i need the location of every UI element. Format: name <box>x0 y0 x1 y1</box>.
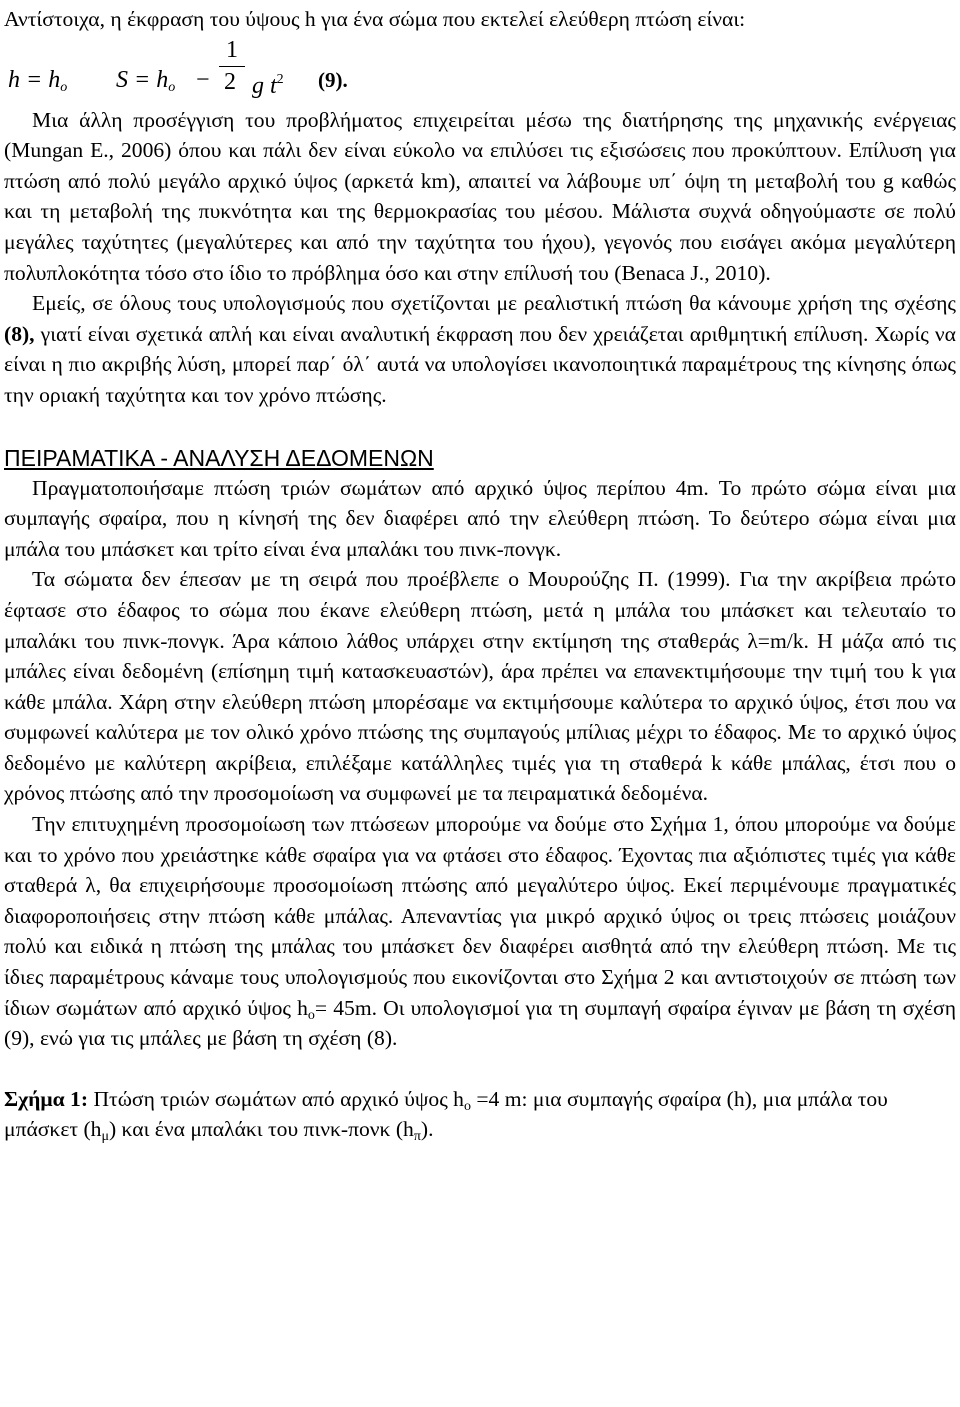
spacer <box>4 1054 956 1084</box>
section-heading: ΠΕΙΡΑΜΑΤΙΚΑ - ΑΝΑΛΥΣΗ ΔΕΔΟΜΕΝΩΝ <box>4 444 434 471</box>
equation-mid: $S = h_o$ <box>116 66 176 95</box>
paragraph-5: Την επιτυχημένη προσομοίωση των πτώσεων μπορούμε να δούμε στο Σχήμα 1, όπου μπορούμε να δούμε και το χρόνο που χρειάστηκε κάθε σφαίρα για να φτάσει στο έδαφος. Έχοντας πια αξιόπιστες τιμές για κάθε σταθερά λ, θα επιχειρήσουμε προσομοίωση πτώσης από μεγαλύτερο ύψος. Εκεί περιμένουμε πραγματικές διαφοροποιήσεις στην πτώση κάθε μπάλας. Απεναντίας για μικρό αρχικό ύψος οι τρεις πτώσεις μοιάζουν πολύ και ειδικά η πτώση της μπάλας του μπάσκετ δεν διαφέρει αισθητά από την ελεύθερη πτώση. Με τις ίδιες παραμέτρους κάναμε τους υπολογισμούς που εικονίζονται στο Σχήμα 2 και αντιστοιχούν σε πτώση των ίδιων σωμάτων από αρχικό ύψος $h_o= 45m$. Οι υπολογισμοί για τη συμπαγή σφαίρα έγιναν με βάση τη σχέση (9), ενώ για τις μπάλες με βάση τη σχέση (8). <box>4 812 956 1051</box>
equation-gt: g $t^2$ <box>252 71 284 99</box>
intro-text: Αντίστοιχα, η έκφραση του ύψους h για ένα σώμα που εκτελεί ελεύθερη πτώση είναι: <box>4 7 746 31</box>
equation-lhs: $h = h_o$ <box>8 66 68 95</box>
equation-denominator: 2 <box>224 68 236 95</box>
paragraph-2: Εμείς, σε όλους τους υπολογισμούς που σχετίζονται με ρεαλιστική πτώση θα κάνουμε χρήση της σχέσης (8), γιατί είναι σχετικά απλή και είναι αναλυτική έκφραση που δεν χρειάζεται αριθμητική επίλυση. Χωρίς να είναι η πιο ακριβής λύση, μπορεί παρ΄ όλ΄ αυτά να υπολογίσει ικανοποιητικά παραμέτρους της κίνησης όπως την οριακή ταχύτητα και τον χρόνο πτώσης. <box>4 291 956 407</box>
paragraph-1: Μια άλλη προσέγγιση του προβλήματος επιχειρείται μέσω της διατήρησης της μηχανικής ενέργειας (Mungan E., 2006) όπου και πάλι δεν είναι εύκολο να επιλύσει τις εξισώσεις που προκύπτουν. Επίλυση για πτώση από πολύ μεγάλο αρχικό ύψος (αρκετά km), απαιτεί να λάβουμε υπ΄ όψη τη μεταβολή του g καθώς και τη μεταβολή της πυκνότητα και της θερμοκρασίας του μέσου. Μάλιστα συχνά οδηγούμαστε σε πολύ μεγάλες ταχύτητες (μεγαλύτερες και από την ταχύτητα του ήχου), γεγονός που εισάγει ακόμα μεγαλύτερη πολυπλοκότητα τόσο στο ίδιο το πρόβλημα όσο και στην επίλυσή του (Benaca J., 2010). <box>4 107 956 285</box>
equation-minus: − <box>196 66 210 93</box>
figure-caption: Σχήμα 1: Πτώση τριών σωμάτων από αρχικό ύψος $h_o =4$ m: μια συμπαγής σφαίρα (h), μια μπάλα του μπάσκετ $(h_\mu)$ και ένα μπαλάκι του πινκ-πονκ $(h_\pi)$. <box>4 1086 888 1145</box>
equation-numerator: 1 <box>226 36 238 63</box>
paragraph-3: Πραγματοποιήσαμε πτώση τριών σωμάτων από αρχικό ύψος περίπου 4m. Το πρώτο σώμα είναι μια συμπαγής σφαίρα, που η κίνησή της δεν διαφέρει από την ελεύθερη πτώση. Το δεύτερο σώμα είναι μια μπάλα του μπάσκετ και τρίτο είναι ένα μπαλάκι του πινκ-πονγκ. <box>4 475 956 561</box>
spacer <box>4 411 956 443</box>
equation-9 <box>4 35 956 105</box>
equation-label: (9). <box>318 67 348 92</box>
paragraph-4: Τα σώματα δεν έπεσαν με τη σειρά που προέβλεπε ο Μουρούζης Π. (1999). Για την ακρίβεια πρώτο έφτασε στο έδαφος το σώμα που έκανε ελεύθερη πτώση, μετά η μπάλα του μπάσκετ και τελευταίο το μπαλάκι του πινκ-πονγκ. Άρα κάποιο λάθος υπάρχει στην εκτίμηση της σταθεράς λ=m/k. Η μάζα από τις μπάλες είναι δεδομένη (επίσημη τιμή κατασκευαστών), άρα πρέπει να επανεκτιμήσουμε την τιμή του k για κάθε μπάλα. Χάρη στην ελεύθερη πτώση μπορέσαμε να εκτιμήσουμε καλύτερα το αρχικό ύψος, έτσι που να συμφωνεί καλύτερα με τον ολικό χρόνο πτώσης της συμπαγούς μπίλιας μέχρι το έδαφος. Με το αρχικό ύψος δεδομένο με καλύτερη ακρίβεια, επιλέξαμε κατάλληλες τιμές για τη σταθερά k κάθε μπάλας, έτσι που ο χρόνος πτώσης από την προσομοίωση να συμφωνεί με τα πειραματικά δεδομένα. <box>4 567 956 806</box>
